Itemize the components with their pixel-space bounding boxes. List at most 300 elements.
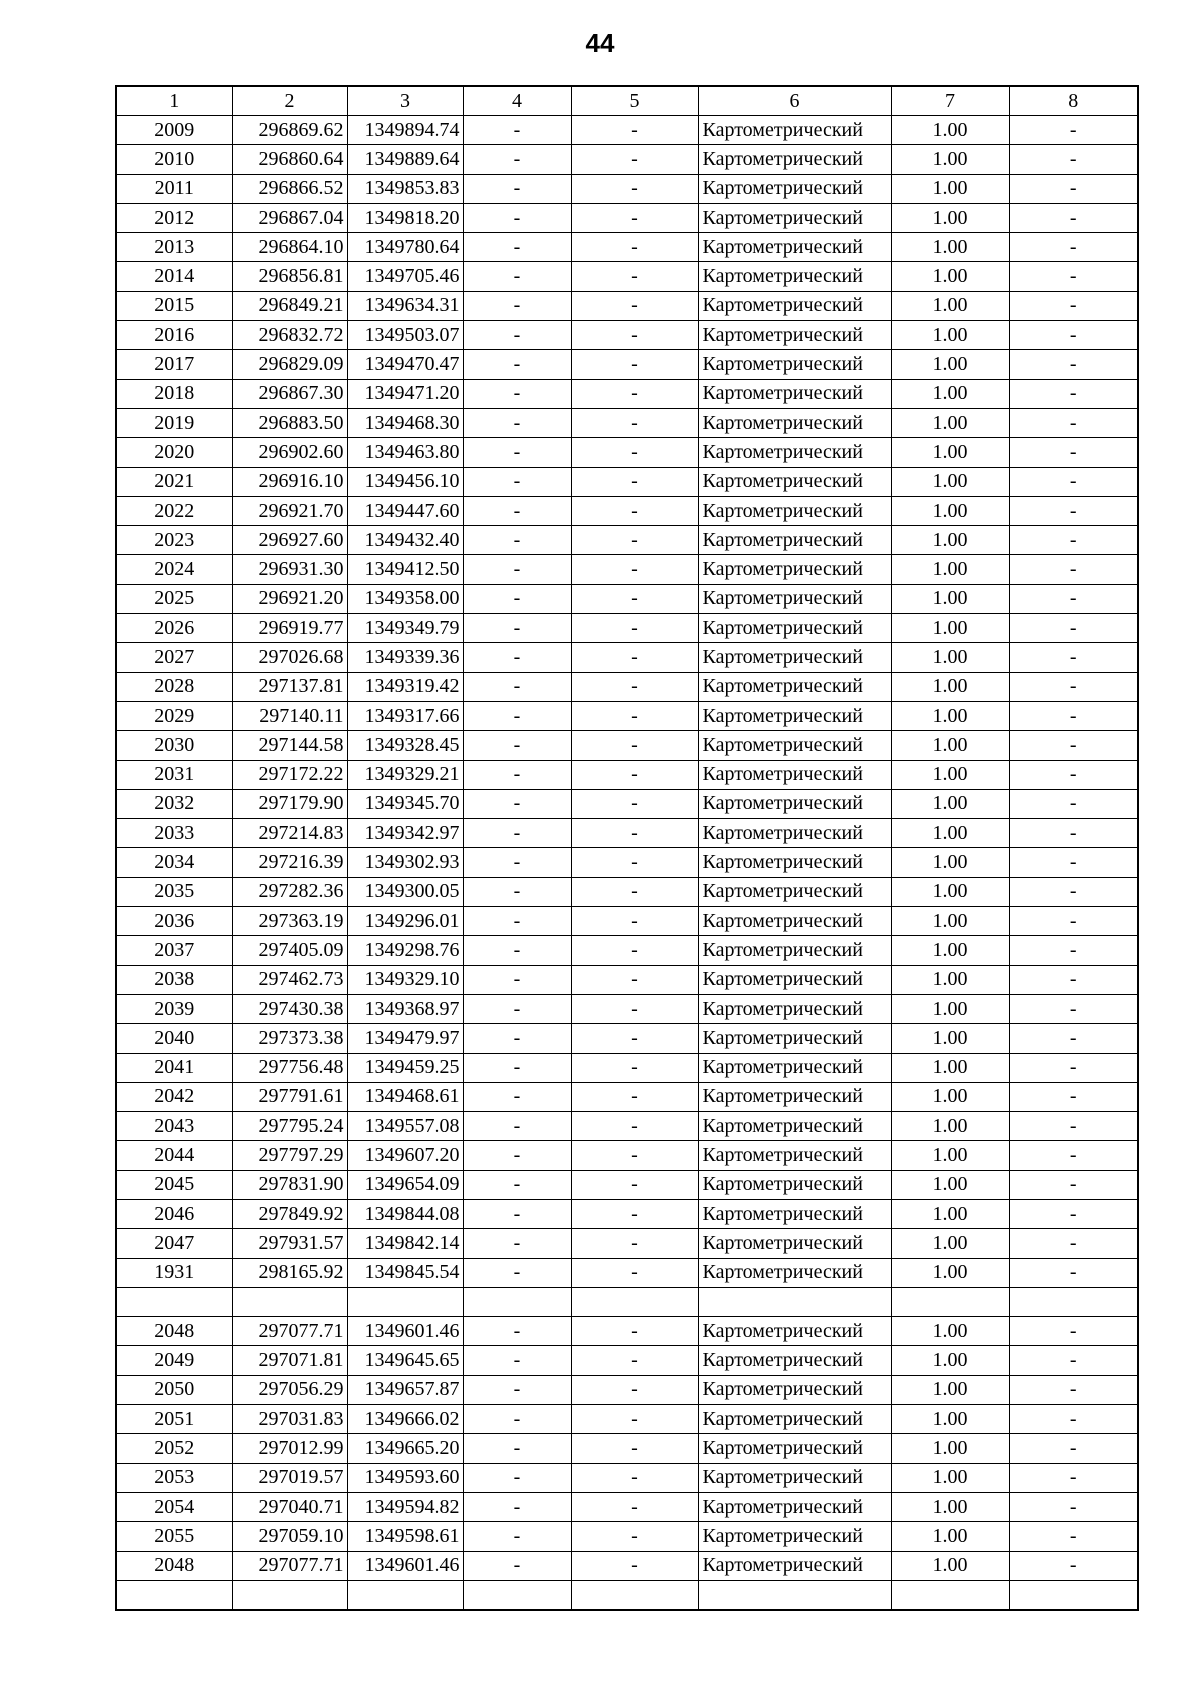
col5-cell: -: [571, 467, 698, 496]
x-coordinate-cell: 297849.92: [232, 1199, 347, 1228]
col8-cell: -: [1009, 819, 1138, 848]
col5-cell: -: [571, 408, 698, 437]
method-cell: Картометрический: [698, 1434, 891, 1463]
header-row: [116, 86, 1138, 116]
col4-cell: -: [463, 203, 571, 232]
table-row: [116, 1405, 1138, 1434]
table-row: [116, 145, 1138, 174]
x-coordinate-cell: 297040.71: [232, 1492, 347, 1521]
y-coordinate-cell: 1349342.97: [347, 819, 463, 848]
x-coordinate-cell: 298165.92: [232, 1258, 347, 1287]
accuracy-cell: 1.00: [891, 614, 1009, 643]
accuracy-cell: 1.00: [891, 1141, 1009, 1170]
x-coordinate-cell: 296883.50: [232, 408, 347, 437]
table-row: [116, 1112, 1138, 1141]
table-row: [116, 907, 1138, 936]
x-coordinate-cell: 297179.90: [232, 789, 347, 818]
accuracy-cell: 1.00: [891, 233, 1009, 262]
x-coordinate-cell: 297430.38: [232, 994, 347, 1023]
x-coordinate-cell: 297026.68: [232, 643, 347, 672]
accuracy-cell: 1.00: [891, 1199, 1009, 1228]
table-row: [116, 672, 1138, 701]
table-row: [116, 1170, 1138, 1199]
point-number-cell: 2023: [116, 526, 232, 555]
method-cell: Картометрический: [698, 819, 891, 848]
method-cell: Картометрический: [698, 1199, 891, 1228]
accuracy-cell: 1.00: [891, 907, 1009, 936]
x-coordinate-cell: 296921.20: [232, 584, 347, 613]
table-row: [116, 1082, 1138, 1111]
col5-cell: -: [571, 526, 698, 555]
col8-cell: -: [1009, 643, 1138, 672]
y-coordinate-cell: 1349296.01: [347, 907, 463, 936]
method-cell: Картометрический: [698, 614, 891, 643]
y-coordinate-cell: 1349328.45: [347, 731, 463, 760]
accuracy-cell: 1.00: [891, 643, 1009, 672]
coordinates-table: [115, 85, 1139, 1611]
col5-cell: -: [571, 1053, 698, 1082]
accuracy-cell: 1.00: [891, 760, 1009, 789]
col8-cell: -: [1009, 526, 1138, 555]
header-cell: 4: [463, 86, 571, 116]
point-number-cell: 2033: [116, 819, 232, 848]
col5-cell: -: [571, 1082, 698, 1111]
point-number-cell: 2029: [116, 701, 232, 730]
col8-cell: -: [1009, 1053, 1138, 1082]
col5-cell: -: [571, 760, 698, 789]
col4-cell: -: [463, 614, 571, 643]
y-coordinate-cell: 1349358.00: [347, 584, 463, 613]
x-coordinate-cell: 297056.29: [232, 1375, 347, 1404]
accuracy-cell: 1.00: [891, 496, 1009, 525]
point-number-cell: 2015: [116, 291, 232, 320]
col8-cell: -: [1009, 1434, 1138, 1463]
col4-cell: -: [463, 819, 571, 848]
table-row: [116, 321, 1138, 350]
col4-cell: -: [463, 1199, 571, 1228]
accuracy-cell: 1.00: [891, 1375, 1009, 1404]
method-cell: Картометрический: [698, 672, 891, 701]
point-number-cell: 2013: [116, 233, 232, 262]
page-number: 44: [585, 28, 615, 58]
col5-cell: -: [571, 555, 698, 584]
method-cell: Картометрический: [698, 643, 891, 672]
method-cell: Картометрический: [698, 350, 891, 379]
col8-cell: -: [1009, 1258, 1138, 1287]
col4-cell: -: [463, 408, 571, 437]
accuracy-cell: 1.00: [891, 262, 1009, 291]
col5-cell: -: [571, 174, 698, 203]
x-coordinate-cell: 297031.83: [232, 1405, 347, 1434]
method-cell: Картометрический: [698, 848, 891, 877]
point-number-cell: 2010: [116, 145, 232, 174]
col4-cell: -: [463, 1346, 571, 1375]
col8-cell: [1009, 1580, 1138, 1610]
method-cell: Картометрический: [698, 1112, 891, 1141]
table-row: [116, 848, 1138, 877]
y-coordinate-cell: 1349889.64: [347, 145, 463, 174]
y-coordinate-cell: 1349594.82: [347, 1492, 463, 1521]
point-number-cell: 2011: [116, 174, 232, 203]
col5-cell: -: [571, 321, 698, 350]
col5-cell: -: [571, 203, 698, 232]
x-coordinate-cell: [232, 1287, 347, 1316]
accuracy-cell: 1.00: [891, 555, 1009, 584]
col4-cell: -: [463, 467, 571, 496]
accuracy-cell: 1.00: [891, 965, 1009, 994]
table-row: [116, 789, 1138, 818]
col5-cell: -: [571, 789, 698, 818]
col8-cell: -: [1009, 203, 1138, 232]
col5-cell: -: [571, 145, 698, 174]
x-coordinate-cell: 297140.11: [232, 701, 347, 730]
col4-cell: -: [463, 1112, 571, 1141]
point-number-cell: 2048: [116, 1551, 232, 1580]
col4-cell: -: [463, 1434, 571, 1463]
x-coordinate-cell: 297791.61: [232, 1082, 347, 1111]
y-coordinate-cell: 1349780.64: [347, 233, 463, 262]
col5-cell: -: [571, 1112, 698, 1141]
col5-cell: -: [571, 848, 698, 877]
point-number-cell: 2037: [116, 936, 232, 965]
y-coordinate-cell: 1349634.31: [347, 291, 463, 320]
table-row: [116, 1258, 1138, 1287]
method-cell: Картометрический: [698, 965, 891, 994]
table-row: [116, 731, 1138, 760]
col5-cell: -: [571, 1492, 698, 1521]
x-coordinate-cell: 297216.39: [232, 848, 347, 877]
table-row: [116, 701, 1138, 730]
y-coordinate-cell: 1349339.36: [347, 643, 463, 672]
accuracy-cell: 1.00: [891, 1053, 1009, 1082]
col5-cell: [571, 1287, 698, 1316]
col5-cell: -: [571, 1522, 698, 1551]
col5-cell: -: [571, 936, 698, 965]
y-coordinate-cell: 1349657.87: [347, 1375, 463, 1404]
col4-cell: -: [463, 379, 571, 408]
point-number-cell: 2053: [116, 1463, 232, 1492]
y-coordinate-cell: 1349598.61: [347, 1522, 463, 1551]
col8-cell: -: [1009, 145, 1138, 174]
col4-cell: -: [463, 1258, 571, 1287]
col8-cell: -: [1009, 1522, 1138, 1551]
x-coordinate-cell: 296866.52: [232, 174, 347, 203]
y-coordinate-cell: 1349456.10: [347, 467, 463, 496]
col4-cell: -: [463, 760, 571, 789]
x-coordinate-cell: 297077.71: [232, 1551, 347, 1580]
accuracy-cell: 1.00: [891, 1551, 1009, 1580]
col5-cell: -: [571, 116, 698, 145]
accuracy-cell: 1.00: [891, 438, 1009, 467]
col8-cell: -: [1009, 1112, 1138, 1141]
method-cell: Картометрический: [698, 731, 891, 760]
col4-cell: -: [463, 1082, 571, 1111]
x-coordinate-cell: 297214.83: [232, 819, 347, 848]
col5-cell: -: [571, 965, 698, 994]
accuracy-cell: 1.00: [891, 526, 1009, 555]
accuracy-cell: 1.00: [891, 1492, 1009, 1521]
table-row: [116, 760, 1138, 789]
point-number-cell: 2055: [116, 1522, 232, 1551]
col5-cell: -: [571, 994, 698, 1023]
table-row: [116, 614, 1138, 643]
method-cell: Картометрический: [698, 1522, 891, 1551]
y-coordinate-cell: 1349412.50: [347, 555, 463, 584]
x-coordinate-cell: 297012.99: [232, 1434, 347, 1463]
y-coordinate-cell: 1349459.25: [347, 1053, 463, 1082]
col8-cell: -: [1009, 496, 1138, 525]
y-coordinate-cell: 1349302.93: [347, 848, 463, 877]
method-cell: Картометрический: [698, 1258, 891, 1287]
accuracy-cell: 1.00: [891, 1405, 1009, 1434]
y-coordinate-cell: 1349601.46: [347, 1317, 463, 1346]
point-number-cell: 2017: [116, 350, 232, 379]
col4-cell: -: [463, 116, 571, 145]
col8-cell: -: [1009, 907, 1138, 936]
header-cell: 6: [698, 86, 891, 116]
accuracy-cell: 1.00: [891, 1522, 1009, 1551]
table-row: [116, 174, 1138, 203]
col5-cell: -: [571, 907, 698, 936]
table-row: [116, 233, 1138, 262]
col4-cell: [463, 1580, 571, 1610]
col8-cell: -: [1009, 1375, 1138, 1404]
y-coordinate-cell: 1349447.60: [347, 496, 463, 525]
point-number-cell: 2012: [116, 203, 232, 232]
method-cell: Картометрический: [698, 1053, 891, 1082]
col5-cell: -: [571, 614, 698, 643]
col5-cell: -: [571, 1024, 698, 1053]
col4-cell: -: [463, 877, 571, 906]
y-coordinate-cell: 1349601.46: [347, 1551, 463, 1580]
method-cell: Картометрический: [698, 408, 891, 437]
table-row: [116, 936, 1138, 965]
point-number-cell: 2052: [116, 1434, 232, 1463]
col5-cell: -: [571, 1405, 698, 1434]
method-cell: Картометрический: [698, 701, 891, 730]
col8-cell: -: [1009, 438, 1138, 467]
point-number-cell: 2044: [116, 1141, 232, 1170]
header-cell: 8: [1009, 86, 1138, 116]
table-row: [116, 1287, 1138, 1316]
x-coordinate-cell: 296902.60: [232, 438, 347, 467]
col8-cell: -: [1009, 116, 1138, 145]
table-row: [116, 1375, 1138, 1404]
col8-cell: -: [1009, 467, 1138, 496]
y-coordinate-cell: 1349317.66: [347, 701, 463, 730]
table-row: [116, 965, 1138, 994]
col4-cell: -: [463, 174, 571, 203]
accuracy-cell: 1.00: [891, 584, 1009, 613]
x-coordinate-cell: 296927.60: [232, 526, 347, 555]
x-coordinate-cell: [232, 1580, 347, 1610]
point-number-cell: 2041: [116, 1053, 232, 1082]
table-row: [116, 555, 1138, 584]
point-number-cell: 2030: [116, 731, 232, 760]
y-coordinate-cell: 1349842.14: [347, 1229, 463, 1258]
col5-cell: -: [571, 819, 698, 848]
y-coordinate-cell: 1349468.61: [347, 1082, 463, 1111]
point-number-cell: 2016: [116, 321, 232, 350]
col8-cell: -: [1009, 262, 1138, 291]
x-coordinate-cell: 296856.81: [232, 262, 347, 291]
col8-cell: [1009, 1287, 1138, 1316]
method-cell: Картометрический: [698, 1082, 891, 1111]
method-cell: Картометрический: [698, 379, 891, 408]
accuracy-cell: 1.00: [891, 994, 1009, 1023]
x-coordinate-cell: 296869.62: [232, 116, 347, 145]
col4-cell: -: [463, 584, 571, 613]
col4-cell: -: [463, 1405, 571, 1434]
table-row: [116, 408, 1138, 437]
accuracy-cell: 1.00: [891, 1346, 1009, 1375]
point-number-cell: 2054: [116, 1492, 232, 1521]
point-number-cell: 2048: [116, 1317, 232, 1346]
col4-cell: -: [463, 555, 571, 584]
accuracy-cell: 1.00: [891, 467, 1009, 496]
accuracy-cell: 1.00: [891, 1082, 1009, 1111]
y-coordinate-cell: 1349329.10: [347, 965, 463, 994]
col8-cell: -: [1009, 701, 1138, 730]
point-number-cell: 2038: [116, 965, 232, 994]
table-row: [116, 1492, 1138, 1521]
accuracy-cell: 1.00: [891, 848, 1009, 877]
point-number-cell: 2032: [116, 789, 232, 818]
col5-cell: -: [571, 1346, 698, 1375]
col8-cell: -: [1009, 321, 1138, 350]
y-coordinate-cell: 1349345.70: [347, 789, 463, 818]
accuracy-cell: [891, 1287, 1009, 1316]
table-row: [116, 1199, 1138, 1228]
col5-cell: -: [571, 1463, 698, 1492]
col8-cell: -: [1009, 1492, 1138, 1521]
col4-cell: -: [463, 848, 571, 877]
accuracy-cell: 1.00: [891, 350, 1009, 379]
col4-cell: -: [463, 701, 571, 730]
col5-cell: -: [571, 584, 698, 613]
x-coordinate-cell: 296867.30: [232, 379, 347, 408]
col4-cell: -: [463, 731, 571, 760]
x-coordinate-cell: 297795.24: [232, 1112, 347, 1141]
col4-cell: -: [463, 145, 571, 174]
col4-cell: -: [463, 350, 571, 379]
accuracy-cell: 1.00: [891, 408, 1009, 437]
header-cell: 7: [891, 86, 1009, 116]
method-cell: Картометрический: [698, 233, 891, 262]
point-number-cell: 2020: [116, 438, 232, 467]
table-row: [116, 1229, 1138, 1258]
method-cell: [698, 1287, 891, 1316]
col8-cell: -: [1009, 1317, 1138, 1346]
x-coordinate-cell: 297462.73: [232, 965, 347, 994]
x-coordinate-cell: 297797.29: [232, 1141, 347, 1170]
method-cell: Картометрический: [698, 584, 891, 613]
col5-cell: -: [571, 496, 698, 525]
col8-cell: -: [1009, 614, 1138, 643]
accuracy-cell: [891, 1580, 1009, 1610]
col5-cell: -: [571, 350, 698, 379]
table-row: [116, 819, 1138, 848]
col4-cell: -: [463, 1053, 571, 1082]
col4-cell: -: [463, 233, 571, 262]
x-coordinate-cell: 297019.57: [232, 1463, 347, 1492]
y-coordinate-cell: 1349300.05: [347, 877, 463, 906]
method-cell: Картометрический: [698, 1346, 891, 1375]
point-number-cell: 2026: [116, 614, 232, 643]
method-cell: Картометрический: [698, 1463, 891, 1492]
header-cell: 3: [347, 86, 463, 116]
y-coordinate-cell: [347, 1580, 463, 1610]
method-cell: Картометрический: [698, 555, 891, 584]
x-coordinate-cell: 296860.64: [232, 145, 347, 174]
accuracy-cell: 1.00: [891, 936, 1009, 965]
accuracy-cell: 1.00: [891, 789, 1009, 818]
accuracy-cell: 1.00: [891, 203, 1009, 232]
method-cell: Картометрический: [698, 1170, 891, 1199]
col5-cell: -: [571, 262, 698, 291]
col5-cell: -: [571, 731, 698, 760]
method-cell: Картометрический: [698, 1551, 891, 1580]
y-coordinate-cell: 1349593.60: [347, 1463, 463, 1492]
method-cell: Картометрический: [698, 321, 891, 350]
point-number-cell: 2035: [116, 877, 232, 906]
col5-cell: -: [571, 379, 698, 408]
col8-cell: -: [1009, 1199, 1138, 1228]
point-number-cell: 2049: [116, 1346, 232, 1375]
table-row: [116, 994, 1138, 1023]
table-row: [116, 291, 1138, 320]
y-coordinate-cell: 1349894.74: [347, 116, 463, 145]
method-cell: Картометрический: [698, 438, 891, 467]
y-coordinate-cell: 1349503.07: [347, 321, 463, 350]
point-number-cell: 2034: [116, 848, 232, 877]
point-number-cell: 2047: [116, 1229, 232, 1258]
method-cell: Картометрический: [698, 291, 891, 320]
col4-cell: -: [463, 643, 571, 672]
table-row: [116, 877, 1138, 906]
method-cell: Картометрический: [698, 1405, 891, 1434]
x-coordinate-cell: 296867.04: [232, 203, 347, 232]
col8-cell: -: [1009, 350, 1138, 379]
point-number-cell: 2022: [116, 496, 232, 525]
y-coordinate-cell: 1349479.97: [347, 1024, 463, 1053]
header-cell: 5: [571, 86, 698, 116]
col4-cell: -: [463, 936, 571, 965]
accuracy-cell: 1.00: [891, 1258, 1009, 1287]
table-row: [116, 643, 1138, 672]
table-row: [116, 467, 1138, 496]
y-coordinate-cell: 1349845.54: [347, 1258, 463, 1287]
y-coordinate-cell: 1349645.65: [347, 1346, 463, 1375]
col4-cell: -: [463, 907, 571, 936]
accuracy-cell: 1.00: [891, 1024, 1009, 1053]
x-coordinate-cell: 297373.38: [232, 1024, 347, 1053]
point-number-cell: 2036: [116, 907, 232, 936]
col8-cell: -: [1009, 760, 1138, 789]
method-cell: Картометрический: [698, 145, 891, 174]
accuracy-cell: 1.00: [891, 379, 1009, 408]
x-coordinate-cell: 297405.09: [232, 936, 347, 965]
col8-cell: -: [1009, 994, 1138, 1023]
col5-cell: -: [571, 1434, 698, 1463]
table-row: [116, 496, 1138, 525]
accuracy-cell: 1.00: [891, 116, 1009, 145]
y-coordinate-cell: 1349470.47: [347, 350, 463, 379]
x-coordinate-cell: 297172.22: [232, 760, 347, 789]
y-coordinate-cell: 1349471.20: [347, 379, 463, 408]
point-number-cell: 2024: [116, 555, 232, 584]
method-cell: Картометрический: [698, 1141, 891, 1170]
